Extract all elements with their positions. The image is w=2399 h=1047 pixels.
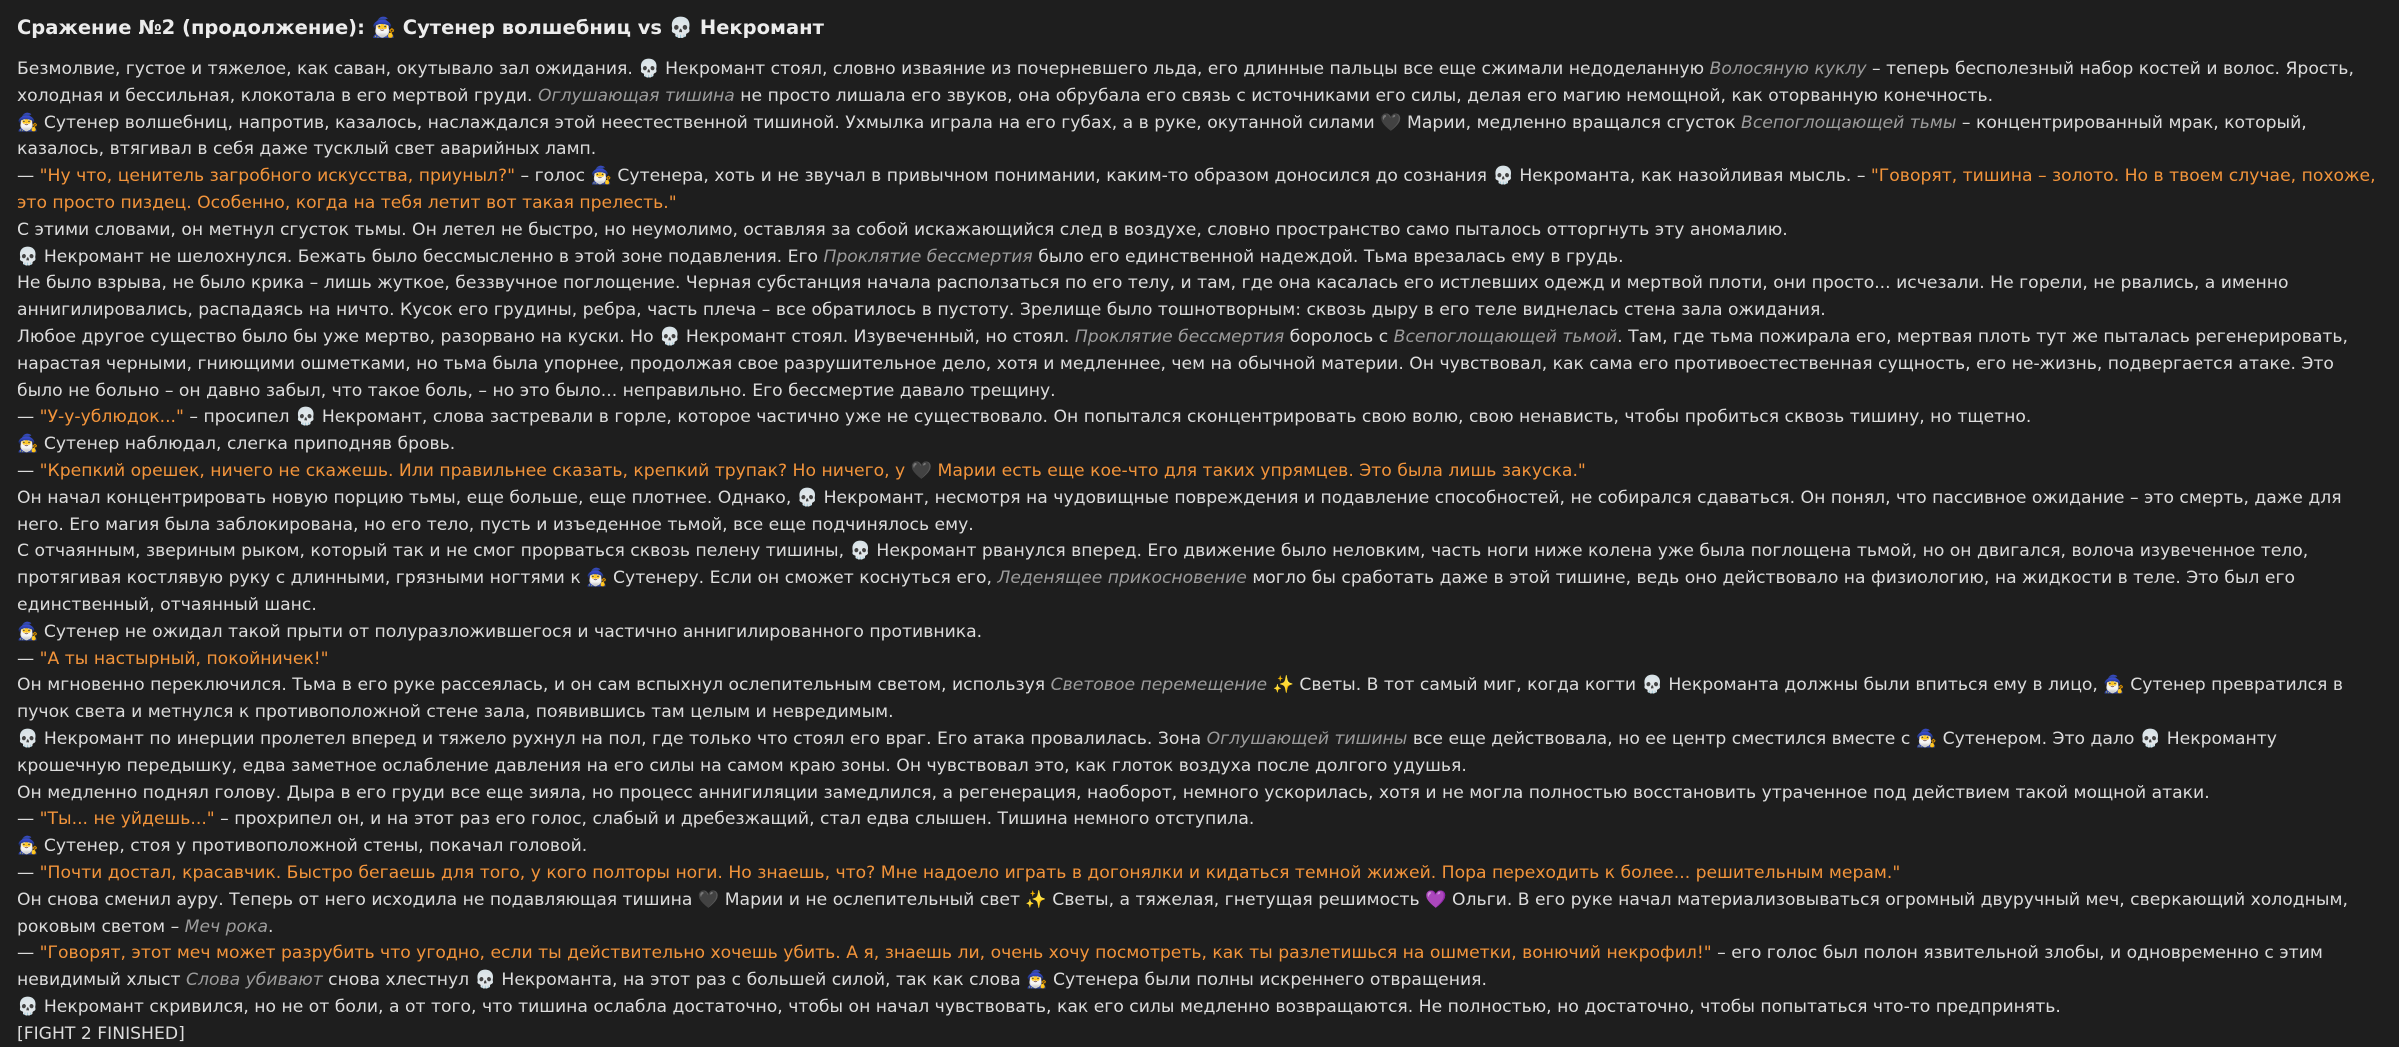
story-paragraph xyxy=(17,619,2382,646)
dialogue-quote: "А ты настырный, покойничек!" xyxy=(39,648,329,669)
narration-text: — xyxy=(17,166,40,187)
ability-name: Проклятие бессмертия xyxy=(1074,326,1285,347)
dialogue-quote: "Говорят, этот меч может разрубить что угодно, если ты действительно хочешь убить. А я, знаешь ли, очень хочу посмотреть, как ты разлетишься на ошметки, вонючий некрофил!" xyxy=(39,943,1712,964)
story-paragraph xyxy=(17,726,2382,780)
narration-text: могло бы сработать даже в этой тишине, ведь оно действовало на физиологию, на жидкости в теле. Это был его единственный, отчаянный шанс. xyxy=(17,568,2295,615)
narration-text: — xyxy=(17,407,40,428)
narration-text: . xyxy=(268,916,274,937)
story-paragraph xyxy=(17,646,2382,673)
narration-text: Не было взрыва, не было крика – лишь жуткое, беззвучное поглощение. Черная субстанция начала расползаться по его телу, и там, где она касалась его истлевших одежд и мертвой плоти, они просто... исчезали. Не горели, не рвались, а именно аннигилировались, распадаясь на ничто. Кусок его грудины, ребра, часть плеча – все обратилось в пустоту. Зрелище было тошнотворным: сквозь дыру в его теле виднелась стена зала ожидания. xyxy=(17,273,2289,321)
narration-text: [FIGHT 2 FINISHED] xyxy=(17,1023,185,1044)
ability-name: Всепоглощающей тьмой xyxy=(1393,326,1618,347)
story-paragraph xyxy=(17,780,2382,807)
dialogue-quote: "Ты... не уйдешь..." xyxy=(39,809,215,830)
narration-text: — xyxy=(17,943,40,964)
narration-text: – голос 🧙‍♂️ Сутенера, хоть и не звучал в привычном понимании, каким-то образом доносился до сознания 💀 Некроманта, как назойливая мысль. – xyxy=(515,166,1871,187)
narration-text: 🧙‍♂️ Сутенер не ожидал такой прыти от полуразложившегося и частично аннигилированного противника. xyxy=(17,621,983,642)
ability-name: Проклятие бессмертия xyxy=(823,246,1033,267)
story-paragraph xyxy=(17,806,2382,833)
narration-text: все еще действовала, но ее центр сместился вместе с 🧙‍♂️ Сутенером. Это дало 💀 Некроманту крошечную передышку, едва заметное ослабление давления на его силы на самом краю зоны. Он чувствовал это, как глоток воздуха после долгого удушья. xyxy=(17,728,2277,776)
dialogue-quote: "Говорят, тишина – золото. Но в твоем случае, похоже, это просто пиздец. Особенно, когда на тебя летит вот такая прелесть." xyxy=(17,166,2376,213)
narration-text: . Там, где тьма пожирала его, мертвая плоть тут же пыталась регенерировать, нарастая черными, гниющими ошметками, но тьма была упорнее, продолжая свое разрушительное дело, хотя и медленнее, чем на обычной материи. Он чувствовал, как сама его противоестественная сущность, его не-жизнь, подвергается атаке. Это было не больно – он давно забыл, что такое боль, – но это было... неправильно. Его бессмертие давало трещину. xyxy=(17,326,2348,401)
narration-text: — xyxy=(17,460,40,481)
narration-text: — xyxy=(17,809,40,830)
narration-text: 💀 Некромант скривился, но не от боли, а от того, что тишина ослабла достаточно, чтобы он начал чувствовать, как его силы медленно возвращаются. Не полностью, но достаточно, чтобы попытаться что-то предпринять. xyxy=(17,996,2061,1017)
ability-name: Всепоглощающей тьмы xyxy=(1741,112,1957,133)
ability-name: Леденящее прикосновение xyxy=(997,568,1247,589)
narration-text: 🧙‍♂️ Сутенер наблюдал, слегка приподняв бровь. xyxy=(17,434,456,455)
ability-name: Световое перемещение xyxy=(1050,675,1268,696)
story-paragraph xyxy=(17,56,2382,110)
story-paragraph xyxy=(17,431,2382,458)
story-paragraph xyxy=(17,485,2382,539)
narration-text: 💀 Некромант не шелохнулся. Бежать было бессмысленно в этой зоне подавления. Его xyxy=(17,246,824,267)
narration-text: 💀 Некромант по инерции пролетел вперед и тяжело рухнул на пол, где только что стоял его враг. Его атака провалилась. Зона xyxy=(17,728,1207,749)
story-paragraph xyxy=(17,270,2382,324)
narration-text: – прохрипел он, и на этот раз его голос, слабый и дребезжащий, стал едва слышен. Тишина немного отступила. xyxy=(214,809,1255,830)
story-paragraph xyxy=(17,324,2382,404)
narration-text: Любое другое существо было бы уже мертво, разорвано на куски. Но 💀 Некромант стоял. Изувеченный, но стоял. xyxy=(17,326,1075,347)
narration-text: Он начал концентрировать новую порцию тьмы, еще больше, еще плотнее. Однако, 💀 Некромант, несмотря на чудовищные повреждения и подавление способностей, не собирался сдаваться. Он понял, что пассивное ожидание – это смерть, даже для него. Его магия была заблокирована, но его тело, пусть и изъеденное тьмой, все еще подчинялось ему. xyxy=(17,487,2342,535)
story-paragraph xyxy=(17,833,2382,860)
page-title: Сражение №2 (продолжение): 🧙‍♂️ Сутенер волшебниц vs 💀 Некромант xyxy=(17,16,824,39)
narration-text: – концентрированный мрак, который, казалось, втягивал в себя даже тусклый свет аварийных ламп. xyxy=(17,112,2307,160)
narration-text: – просипел 💀 Некромант, слова застревали в горле, которое частично уже не существовало. Он попытался сконцентрировать свою волю, свою ненависть, чтобы пробиться сквозь тишину, но тщетно. xyxy=(183,407,2032,428)
narration-text: С этими словами, он метнул сгусток тьмы. Он летел не быстро, но неумолимо, оставляя за собой искажающийся след в воздухе, словно пространство само пыталось отторгнуть эту аномалию. xyxy=(17,219,1788,240)
narration-text: Он медленно поднял голову. Дыра в его груди все еще зияла, но процесс аннигиляции замедлился, а регенерация, наоборот, немного ускорилась, хотя и не могла полностью восстановить утраченное под действием такой мощной атаки. xyxy=(17,782,2210,803)
narration-text: боролось с xyxy=(1284,326,1394,347)
story-paragraph xyxy=(17,404,2382,431)
narration-text: не просто лишала его звуков, она обрубала его связь с источниками его силы, делая его магию немощной, как оторванную конечность. xyxy=(734,85,1994,106)
story-paragraph xyxy=(17,1021,2382,1047)
narration-text: 🧙‍♂️ Сутенер, стоя у противоположной стены, покачал головой. xyxy=(17,836,588,857)
dialogue-quote: "Крепкий орешек, ничего не скажешь. Или правильнее сказать, крепкий трупак? Но ничего, у 🖤 Марии есть еще кое-что для таких упрямцев. Это была лишь закуска." xyxy=(39,460,1586,481)
narration-text: Он мгновенно переключился. Тьма в его руке рассеялась, и он сам вспыхнул ослепительным светом, используя xyxy=(17,675,1051,696)
narration-text: — xyxy=(17,648,40,669)
dialogue-quote: "У-у-ублюдок..." xyxy=(39,407,184,428)
story-paragraph xyxy=(17,940,2382,994)
narration-text: было его единственной надеждой. Тьма врезалась ему в грудь. xyxy=(1032,246,1624,267)
dialogue-quote: "Ну что, ценитель загробного искусства, приуныл?" xyxy=(39,166,516,187)
narration-text: — xyxy=(17,862,40,883)
ability-name: Меч рока xyxy=(184,916,268,937)
story-paragraph xyxy=(17,244,2382,271)
ability-name: Оглушающая тишина xyxy=(538,85,735,106)
story-paragraph xyxy=(17,110,2382,164)
story-paragraph xyxy=(17,163,2382,217)
dialogue-quote: "Почти достал, красавчик. Быстро бегаешь для того, у кого полторы ноги. Но знаешь, что? Мне надоело играть в догонялки и кидаться темной жижей. Пора переходить к более... решительным мерам." xyxy=(39,862,1901,883)
story-paragraph xyxy=(17,217,2382,244)
story-body xyxy=(17,56,2382,1047)
story-paragraph xyxy=(17,458,2382,485)
story-paragraph xyxy=(17,860,2382,887)
ability-name: Оглушающей тишины xyxy=(1206,728,1408,749)
story-paragraph xyxy=(17,538,2382,618)
narration-text: С отчаянным, звериным рыком, который так и не смог прорваться сквозь пелену тишины, 💀 Некромант рванулся вперед. Его движение было неловким, часть ноги ниже колена уже была поглощена тьмой, но он двигался, волоча изувеченное тело, протягивая костлявую руку с длинными, грязными ногтями к 🧙‍♂️ Сутенеру. Если он сможет коснуться его, xyxy=(17,541,2309,589)
narration-text: Безмолвие, густое и тяжелое, как саван, окутывало зал ожидания. 💀 Некромант стоял, словно изваяние из почерневшего льда, его длинные пальцы все еще сжимали недоделанную xyxy=(17,59,1710,79)
narration-text: ✨ Светы. В тот самый миг, когда когти 💀 Некроманта должны были впиться ему в лицо, 🧙‍♂️ Сутенер превратился в пучок света и метнулся к противоположной стене зала, появившись там целым и невредимым. xyxy=(17,675,2343,723)
ability-name: Волосяную куклу xyxy=(1709,59,1867,79)
narration-text: 🧙‍♂️ Сутенер волшебниц, напротив, казалось, наслаждался этой неестественной тишиной. Ухмылка играла на его губах, а в руке, окутанной силами 🖤 Марии, медленно вращался сгусток xyxy=(17,112,1742,133)
story-paragraph xyxy=(17,887,2382,941)
narration-text: – его голос был полон язвительной злобы, и одновременно с этим невидимый хлыст xyxy=(17,943,2323,991)
ability-name: Слова убивают xyxy=(186,970,323,991)
narration-text: Он снова сменил ауру. Теперь от него исходила не подавляющая тишина 🖤 Марии и не ослепительный свет ✨ Светы, а тяжелая, гнетущая решимость 💜 Ольги. В его руке начал материализовываться огромный двуручный меч, сверкающий холодным, роковым светом – xyxy=(17,889,2348,937)
narration-text: снова хлестнул 💀 Некроманта, на этот раз с большей силой, так как слова 🧙‍♂️ Сутенера были полны искреннего отвращения. xyxy=(322,970,1487,991)
story-paragraph xyxy=(17,994,2382,1021)
narration-text: – теперь бесполезный набор костей и волос. Ярость, холодная и бессильная, клокотала в его мертвой груди. xyxy=(17,59,2354,106)
story-paragraph xyxy=(17,672,2382,726)
